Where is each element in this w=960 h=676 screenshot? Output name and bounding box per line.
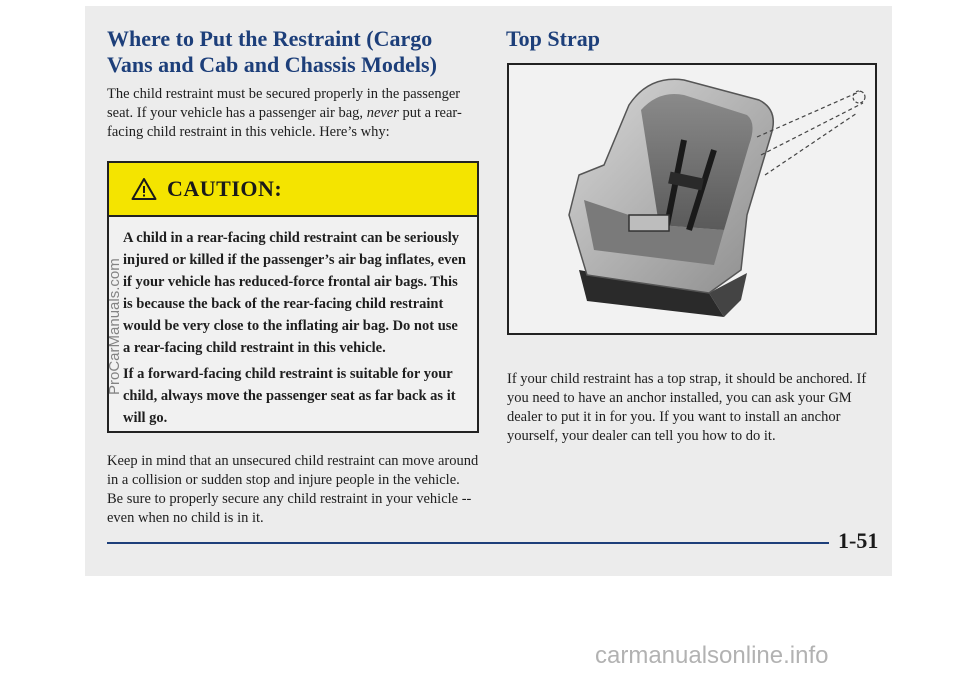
intro-emphasis: never <box>366 105 399 121</box>
top-strap-paragraph: If your child restraint has a top strap, it should be anchored. If you need to have an anchor installed, you can ask your GM dealer to put it in for you. If you want to install an anchor yourself, your dealer can tell you how to do it. <box>507 371 867 444</box>
caution-paragraph-1: A child in a rear-facing child restraint can be seriously injured or killed if the passenger’s air bag inflates, even if your vehicle has reduced-force frontal air bags. This is because the back of the rear-facing child restraint would be very close to the inflating air bag. Do not use a rear-facing child restraint in this vehicle. <box>123 230 466 356</box>
child-seat-top-strap-illustration <box>509 65 875 333</box>
section-heading-restraint-location: Where to Put the Restraint (Cargo Vans and Cab and Chassis Models) <box>107 26 437 77</box>
intro-text-start: The child restraint must be secured properly in the passenger seat. If your vehicle has a passenger air bag, <box>107 86 461 121</box>
outro-paragraph: Keep in mind that an unsecured child restraint can move around in a collision or sudden stop and injure people in the vehicle. Be sure to properly secure any child restraint in your vehicle -- even when no child is in it. <box>107 453 479 526</box>
side-watermark: ProCarManuals.com <box>106 258 123 395</box>
page-number: 1-51 <box>838 528 879 553</box>
child-seat-figure <box>507 63 877 335</box>
bottom-watermark: carmanualsonline.info <box>595 642 829 669</box>
caution-body <box>109 217 477 429</box>
intro-text-end: put a rear-facing child restraint in this vehicle. Here’s why: <box>107 105 462 140</box>
caution-box <box>107 161 479 433</box>
intro-paragraph <box>107 85 477 142</box>
caution-paragraph-2: If a forward-facing child restraint is suitable for your child, always move the passenger seat as far back as it will go. <box>123 366 456 426</box>
caution-title: CAUTION: <box>167 176 283 201</box>
footer-rule <box>107 542 829 544</box>
caution-header <box>109 163 477 217</box>
warning-triangle-icon <box>131 177 157 201</box>
section-heading-top-strap: Top Strap <box>506 26 600 51</box>
